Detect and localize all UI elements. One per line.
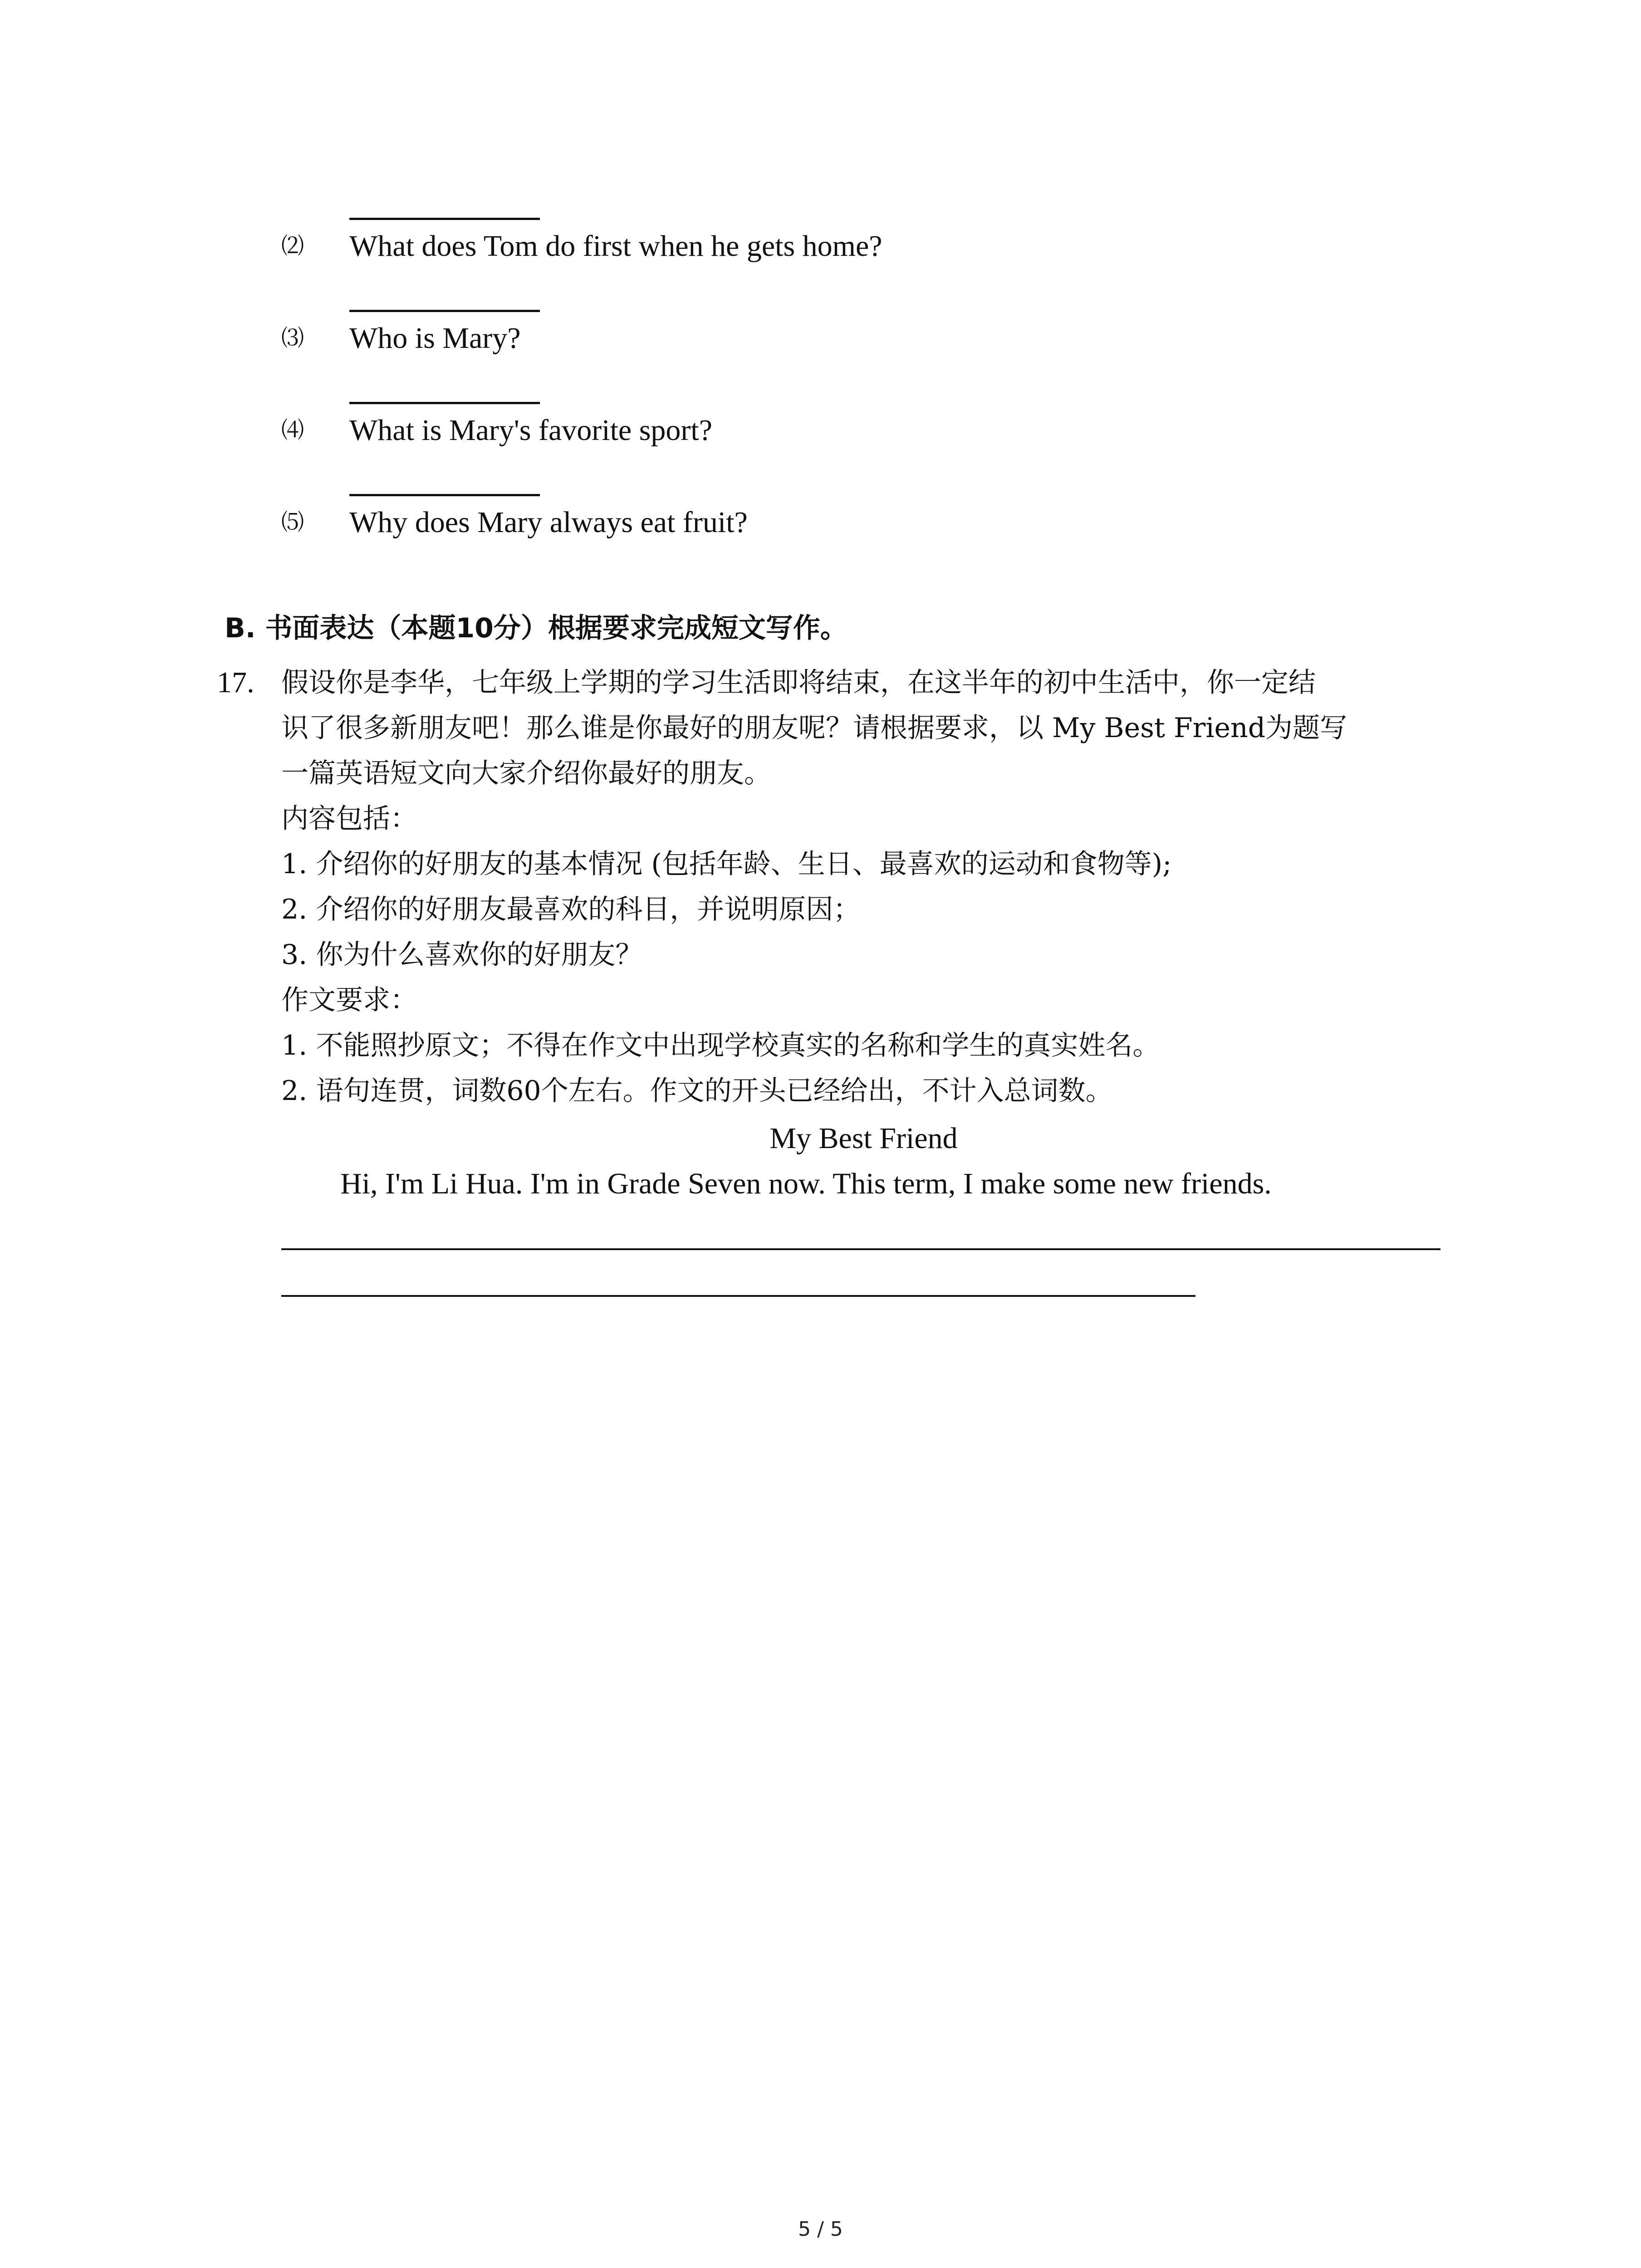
answer-blank[interactable] bbox=[349, 310, 540, 312]
question-text: Why does Mary always eat fruit? bbox=[349, 506, 748, 539]
writing-line[interactable] bbox=[281, 1295, 1195, 1297]
answer-blank[interactable] bbox=[349, 402, 540, 404]
question-number: ⑷ bbox=[281, 417, 304, 443]
question-item bbox=[281, 494, 1098, 571]
essay-title: My Best Friend bbox=[769, 1122, 958, 1155]
question-17-line: 一篇英语短文向大家介绍你最好的朋友。 bbox=[281, 758, 771, 789]
content-heading: 内容包括： bbox=[281, 803, 417, 835]
requirements-heading: 作文要求： bbox=[281, 984, 417, 1016]
answer-blank[interactable] bbox=[349, 218, 540, 220]
content-item: 2. 介绍你的好朋友最喜欢的科目，并说明原因； bbox=[281, 894, 861, 925]
essay-opening: Hi, I'm Li Hua. I'm in Grade Seven now. This term, I make some new friends. bbox=[340, 1167, 1272, 1200]
question-number: ⑵ bbox=[281, 233, 304, 259]
question-item bbox=[281, 218, 1098, 295]
question-17-line: 假设你是李华，七年级上学期的学习生活即将结束，在这半年的初中生活中，你一定结 bbox=[281, 667, 1316, 699]
question-text: Who is Mary? bbox=[349, 322, 521, 355]
question-number: ⑸ bbox=[281, 509, 304, 535]
content-item: 1. 介绍你的好朋友的基本情况 (包括年龄、生日、最喜欢的运动和食物等); bbox=[281, 848, 1172, 880]
question-item bbox=[281, 310, 1098, 387]
question-17-line: 识了很多新朋友吧！那么谁是你最好的朋友呢？请根据要求，以 My Best Friend为题写 bbox=[281, 712, 1347, 744]
content-item: 3. 你为什么喜欢你的好朋友？ bbox=[281, 939, 643, 971]
question-item bbox=[281, 402, 1098, 479]
page-number: 5 / 5 bbox=[798, 2218, 843, 2241]
question-17-number: 17. bbox=[217, 666, 255, 699]
question-number: ⑶ bbox=[281, 325, 304, 351]
question-text: What is Mary's favorite sport? bbox=[349, 414, 712, 447]
requirement-item: 2. 语句连贯，词数60个左右。作文的开头已经给出，不计入总词数。 bbox=[281, 1075, 1113, 1107]
requirement-item: 1. 不能照抄原文；不得在作文中出现学校真实的名称和学生的真实姓名。 bbox=[281, 1030, 1160, 1061]
writing-line[interactable] bbox=[281, 1248, 1440, 1250]
question-text: What does Tom do first when he gets home? bbox=[349, 230, 882, 263]
section-b-title: B. 书面表达（本题10分）根据要求完成短文写作。 bbox=[225, 612, 847, 644]
answer-blank[interactable] bbox=[349, 494, 540, 496]
